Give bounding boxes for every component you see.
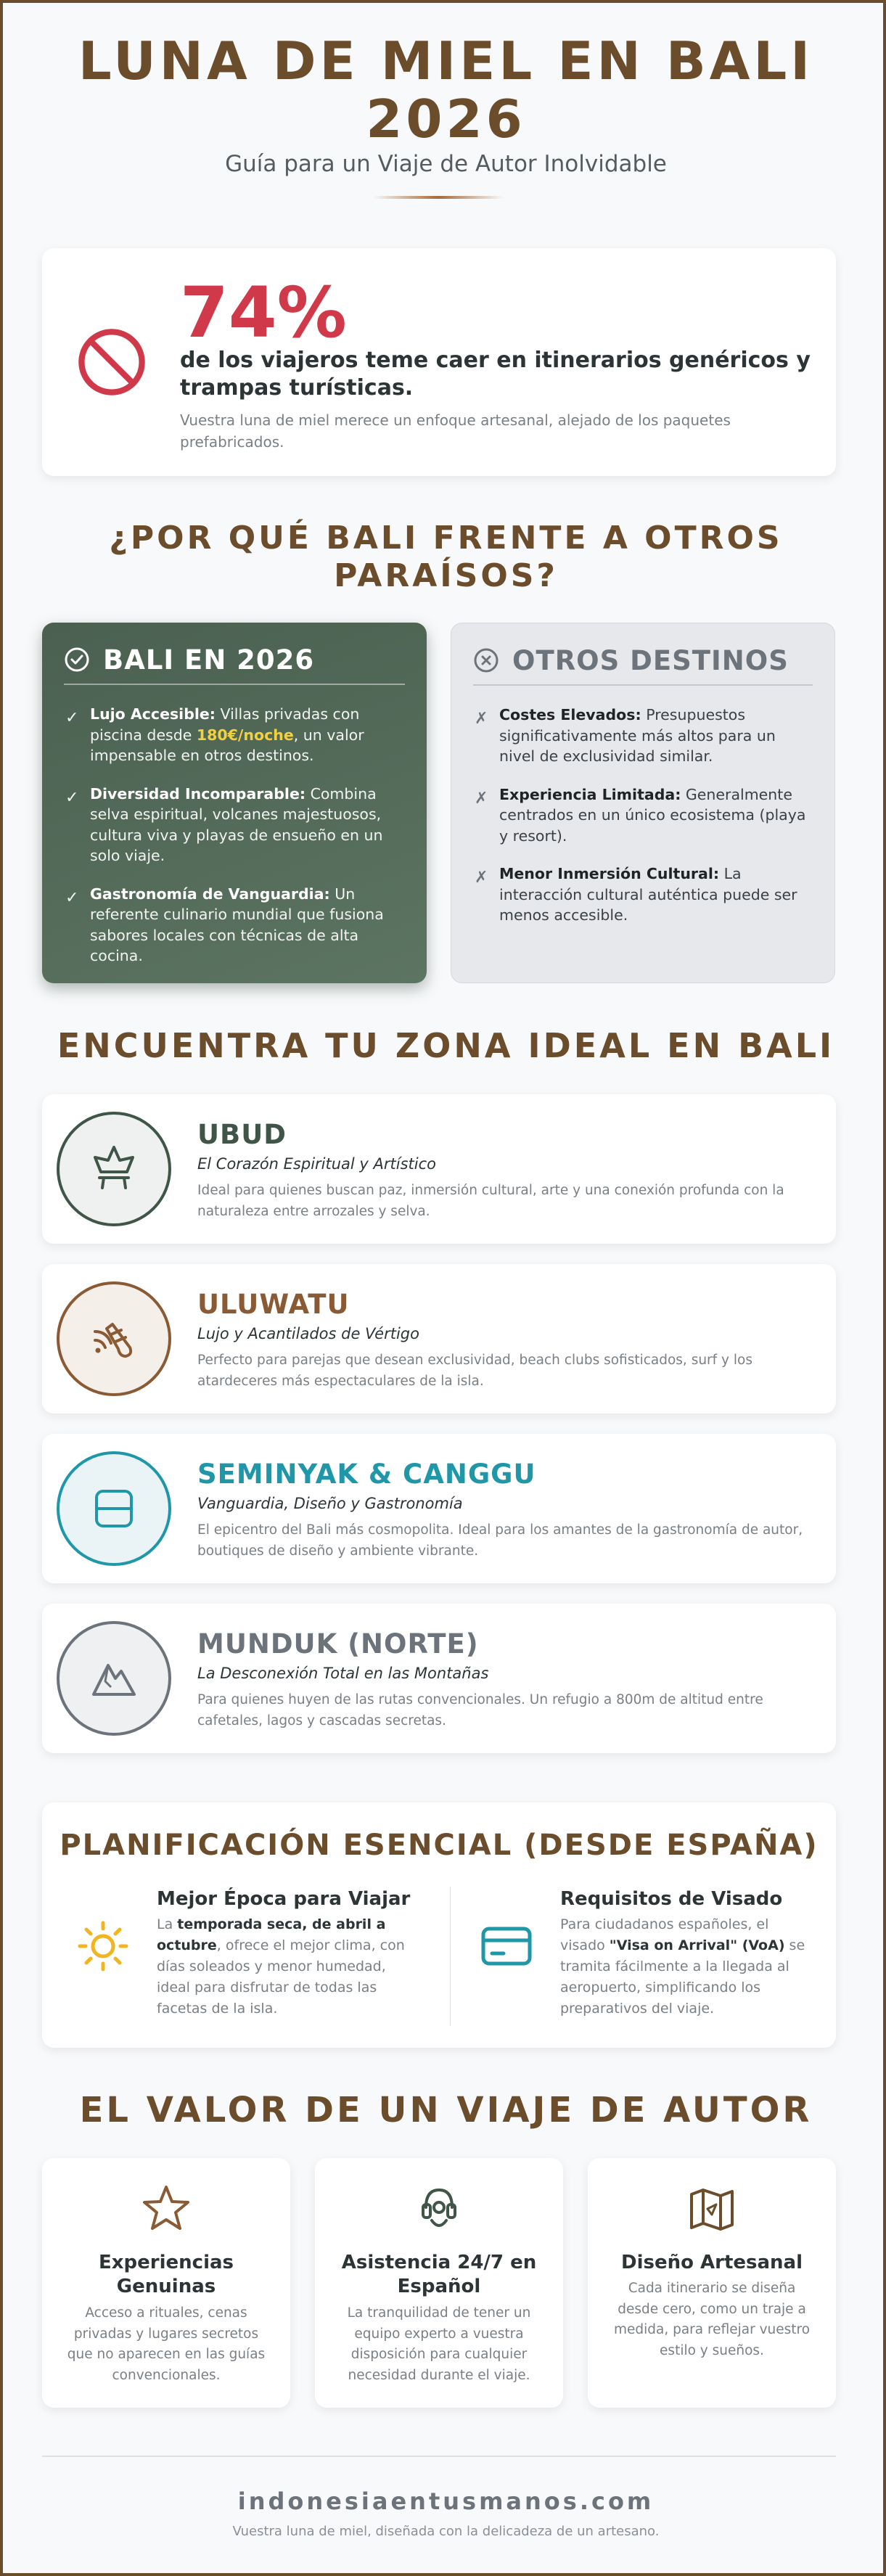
- planning-title: PLANIFICACIÓN ESENCIAL (DESDE ESPAÑA): [60, 1829, 819, 1862]
- list-item: [473, 784, 816, 847]
- item-text: La interacción cultural auténtica puede ser menos accesible.: [499, 865, 797, 924]
- item-text: Presupuestos significativamente más altos para un nivel de exclusividad similar.: [499, 706, 776, 765]
- stat-note: Vuestra luna de miel merece un enfoque artesanal, alejado de los paquetes prefabricados.: [180, 411, 731, 451]
- sun-icon: [73, 1916, 134, 1977]
- item-label: Experiencia Limitada:: [499, 785, 681, 803]
- layout-icon: [85, 1480, 143, 1538]
- zone-icon-badge: [57, 1621, 171, 1736]
- star-icon: [137, 2180, 195, 2238]
- item-label: Costes Elevados:: [499, 706, 641, 723]
- bali-list: [64, 704, 408, 984]
- zone-description: Ideal para quienes buscan paz, inmersión cultural, arte y una conexión profunda con la naturaleza entre arrozales y selva.: [197, 1183, 784, 1219]
- list-item: [64, 704, 408, 766]
- no-entry-icon: [74, 324, 149, 400]
- divider: [64, 684, 405, 685]
- footer-brand[interactable]: indonesiaentusmanos.com: [237, 2487, 655, 2515]
- check-icon: ✓: [65, 888, 79, 907]
- divider: [473, 684, 813, 686]
- footer-tagline: Vuestra luna de miel, diseñada con la delicadeza de un artesano.: [232, 2524, 660, 2539]
- headset-icon: [410, 2180, 468, 2238]
- item-text: Combina selva espiritual, volcanes majestuosos, cultura viva y playas de ensueño en un solo viaje.: [90, 784, 383, 864]
- other-card-heading: OTROS DESTINOS: [512, 644, 789, 676]
- planning-card: [42, 1802, 836, 2048]
- zone-description: Para quienes huyen de las rutas convencionales. Un refugio a 800m de altitud entre cafetales, lagos y cascadas secretas.: [197, 1692, 763, 1728]
- zone-icon-badge: [57, 1281, 171, 1396]
- price-highlight: 180€/noche: [196, 726, 294, 744]
- text-part: se tramita fácilmente a la llegada al aeropuerto, simplificando los preparativos del viaje.: [560, 1937, 805, 2017]
- zone-tagline: El Corazón Espiritual y Artístico: [197, 1155, 436, 1173]
- item-label: Gastronomía de Vanguardia:: [90, 885, 330, 903]
- credit-card-icon: [476, 1916, 537, 1977]
- item-text: Generalmente centrados en un único ecosistema (playa y resort).: [499, 785, 806, 845]
- x-circle-icon: [473, 647, 499, 673]
- item-text: , un valor impensable en otros destinos.: [90, 726, 364, 764]
- zone-tagline: Lujo y Acantilados de Vértigo: [197, 1325, 419, 1342]
- season-bold: temporada seca, de abril a octubre: [157, 1916, 386, 1953]
- zones-title: ENCUENTRA TU ZONA IDEAL EN BALI: [57, 1026, 835, 1065]
- zone-card-ubud: [42, 1094, 836, 1244]
- page-subtitle: Guía para un Viaje de Autor Inolvidable: [225, 151, 667, 177]
- zone-icon-badge: [57, 1112, 171, 1226]
- text-part: , ofrece el mejor clima, con días soleados y menor humedad, ideal para disfrutar de todas las facetas de la isla.: [157, 1937, 405, 2017]
- stat-value: 74%: [180, 272, 347, 353]
- season-text: [157, 1914, 418, 2019]
- value-heading: Diseño Artesanal: [620, 2252, 803, 2273]
- bali-card-header: [64, 641, 314, 678]
- value-text: Acceso a rituales, cenas privadas y lugares secretos que no aparecen en las guías convencionales.: [67, 2305, 266, 2383]
- value-text: Cada itinerario se diseña desde cero, como un traje a medida, para reflejar vuestro estilo y sueños.: [613, 2281, 811, 2358]
- season-heading: Mejor Época para Viajar: [157, 1888, 411, 1910]
- mountain-icon: [85, 1649, 143, 1707]
- cross-icon: ✗: [475, 789, 488, 808]
- zone-description: Perfecto para parejas que desean exclusividad, beach clubs sofisticados, surf y los atardeceres más espectaculares de la isla.: [197, 1353, 752, 1389]
- value-title: EL VALOR DE UN VIAJE DE AUTOR: [79, 2090, 813, 2130]
- item-label: Menor Inmersión Cultural:: [499, 865, 720, 882]
- cross-icon: ✗: [475, 710, 488, 728]
- text-part: Para ciudadanos españoles, el visado: [560, 1916, 769, 1953]
- temple-icon: [85, 1140, 143, 1198]
- bali-card-heading: BALI EN 2026: [103, 644, 315, 676]
- zone-tagline: Vanguardia, Diseño y Gastronomía: [197, 1495, 463, 1512]
- other-destinations-card: [451, 623, 835, 983]
- surf-wave-icon: [85, 1310, 143, 1368]
- value-heading: Asistencia 24/7 en Español: [341, 2252, 537, 2297]
- zone-card-uluwatu: [42, 1264, 836, 1414]
- value-text: La tranquilidad de tener un equipo experto a vuestra disposición para cualquier necesidad durante el viaje.: [347, 2305, 531, 2383]
- bali-card: [42, 623, 427, 983]
- item-text: Un referente culinario mundial que fusiona sabores locales con técnicas de alta cocina.: [90, 885, 384, 964]
- item-label: Lujo Accesible:: [90, 705, 216, 723]
- comparison-title: ¿POR QUÉ BALI FRENTE A OTROS PARAÍSOS?: [109, 520, 783, 594]
- other-card-header: [473, 642, 789, 678]
- other-list: [473, 705, 816, 943]
- check-icon: ✓: [65, 709, 79, 727]
- zone-name: SEMINYAK & CANGGU: [197, 1459, 536, 1490]
- zone-name: MUNDUK (NORTE): [197, 1628, 479, 1660]
- value-card-design: [588, 2158, 836, 2408]
- stat-card: [42, 248, 836, 476]
- item-label: Diversidad Incomparable:: [90, 784, 306, 803]
- item-text: Villas privadas con piscina desde: [90, 705, 360, 744]
- title-divider: [373, 196, 504, 199]
- zone-name: UBUD: [197, 1119, 287, 1150]
- page-title: LUNA DE MIEL EN BALI 2026: [78, 30, 814, 149]
- divider: [450, 1887, 451, 2026]
- value-heading: Experiencias Genuinas: [99, 2252, 234, 2297]
- list-item: [473, 705, 816, 767]
- zone-icon-badge: [57, 1451, 171, 1566]
- value-card-experiences: [42, 2158, 290, 2408]
- zone-card-munduk: [42, 1604, 836, 1753]
- list-item: [473, 864, 816, 926]
- cross-icon: ✗: [475, 869, 488, 887]
- list-item: [64, 884, 408, 967]
- zone-description: El epicentro del Bali más cosmopolita. Ideal para los amantes de la gastronomía de autor, boutiques de diseño y ambiente vibrante.: [197, 1522, 803, 1559]
- zone-tagline: La Desconexión Total en las Montañas: [197, 1665, 489, 1682]
- zone-card-seminyak-canggu: [42, 1434, 836, 1583]
- visa-bold: "Visa on Arrival" (VoA): [609, 1937, 785, 1953]
- stat-text: de los viajeros teme caer en itinerarios genéricos y trampas turísticas.: [180, 348, 811, 401]
- map-icon: [683, 2180, 741, 2238]
- visa-text: [560, 1914, 814, 2019]
- visa-heading: Requisitos de Visado: [560, 1888, 783, 1910]
- footer-divider: [42, 2456, 836, 2457]
- value-card-assistance: [315, 2158, 563, 2408]
- text-part: La: [157, 1916, 178, 1932]
- list-item: [64, 784, 408, 866]
- check-icon: ✓: [65, 788, 79, 807]
- check-circle-icon: [64, 647, 90, 673]
- zone-name: ULUWATU: [197, 1289, 350, 1320]
